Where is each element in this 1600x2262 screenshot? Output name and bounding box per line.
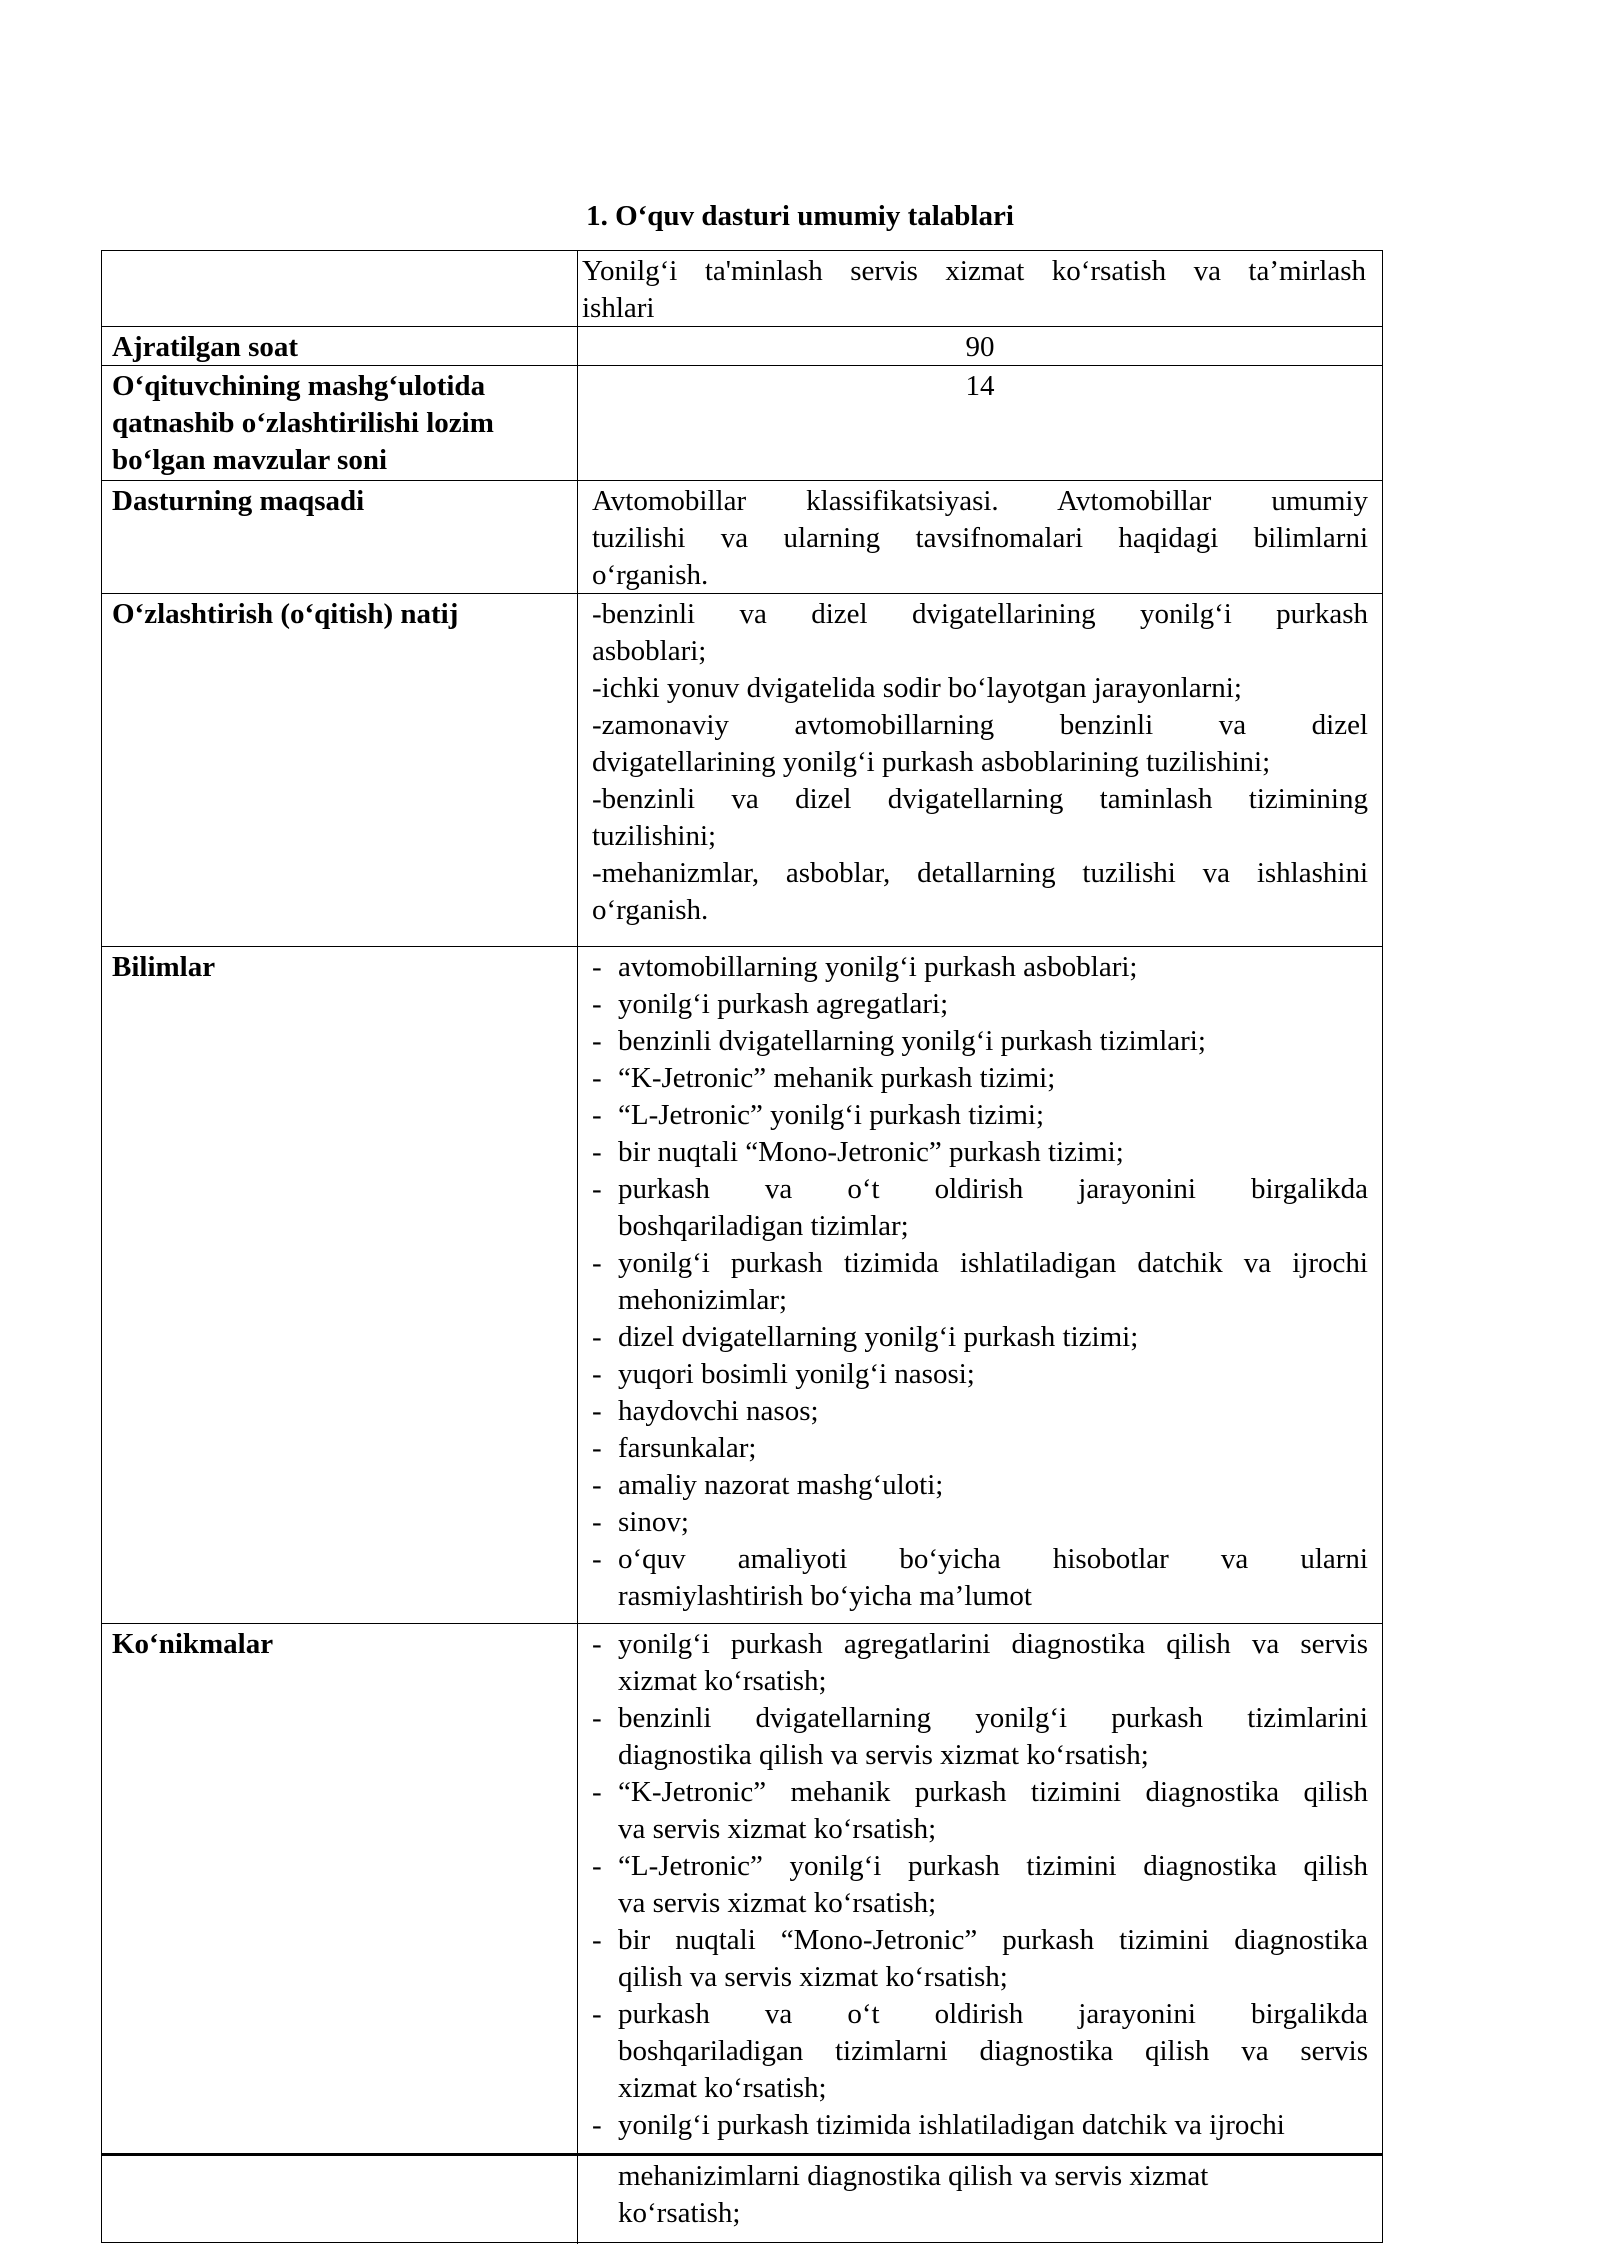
list-item xyxy=(592,1430,1368,1467)
list-item-text xyxy=(618,949,1368,986)
bullet-dash: - xyxy=(592,1062,602,1094)
list-item-line: “L-Jetronic” yonilg‘i purkash tizimi; xyxy=(618,1099,1045,1131)
cell-label-goal: Dasturning maqsadi xyxy=(102,481,578,593)
page-title: 1. O‘quv dasturi umumiy talablari xyxy=(586,200,1014,232)
bullet-dash: - xyxy=(592,1628,602,1660)
table-row-skills xyxy=(102,1623,1382,2153)
list-item-text xyxy=(618,1922,1368,1996)
list-item-line: purkash va o‘t oldirish jarayonini birgalikda xyxy=(618,1173,1368,1205)
bullet-dash: - xyxy=(592,1543,602,1575)
list-item-text xyxy=(618,1319,1368,1356)
list-item-text xyxy=(618,1541,1368,1615)
skills-list xyxy=(578,1624,1382,2153)
list-item-line: benzinli dvigatellarning yonilg‘i purkash tizimlari; xyxy=(618,1025,1206,1057)
label-line: O‘qituvchining mashg‘ulotida xyxy=(112,370,486,402)
list-item xyxy=(592,1356,1368,1393)
cell-results-value xyxy=(578,594,1382,946)
bullet-dash: - xyxy=(592,1395,602,1427)
list-item-text xyxy=(618,1097,1368,1134)
list-item-text xyxy=(618,1245,1368,1319)
list-item-line: yonilg‘i purkash agregatlarini diagnostika qilish va servis xyxy=(618,1628,1368,1660)
table-row-knowledge xyxy=(102,946,1382,1623)
list-item-text xyxy=(618,1430,1368,1467)
cell-continuation-value xyxy=(578,2156,1382,2244)
list-item-line: rasmiylashtirish bo‘yicha ma’lumot xyxy=(618,1580,1032,1612)
list-item-line: dizel dvigatellarning yonilg‘i purkash tizimi; xyxy=(618,1321,1139,1353)
list-item xyxy=(592,1134,1368,1171)
label-line: qatnashib o‘zlashtirilishi lozim xyxy=(112,407,494,439)
list-item-text xyxy=(618,1467,1368,1504)
results-line: -benzinli va dizel dvigatellarining yonilg‘i purkash xyxy=(592,598,1368,630)
bullet-dash: - xyxy=(592,1136,602,1168)
results-line: -benzinli va dizel dvigatellarning taminlash tizimining xyxy=(592,783,1368,815)
list-item-line: boshqariladigan tizimlar; xyxy=(618,1210,909,1242)
list-item-text xyxy=(618,986,1368,1023)
bullet-dash: - xyxy=(592,1850,602,1882)
list-item-line: haydovchi nasos; xyxy=(618,1395,819,1427)
cell-label-results: O‘zlashtirish (o‘qitish) natij xyxy=(102,594,578,946)
list-item-line: amaliy nazorat mashg‘uloti; xyxy=(618,1469,944,1501)
list-item-text xyxy=(618,1996,1368,2107)
results-line: -zamonaviy avtomobillarning benzinli va dizel xyxy=(592,709,1368,741)
list-item xyxy=(592,1504,1368,1541)
bullet-dash: - xyxy=(592,2109,602,2141)
cell-subject-value xyxy=(578,251,1382,326)
list-item xyxy=(592,1467,1368,1504)
list-item-line: o‘quv amaliyoti bo‘yicha hisobotlar va ularni xyxy=(618,1543,1368,1575)
bullet-dash: - xyxy=(592,1321,602,1353)
bullet-dash: - xyxy=(592,1358,602,1390)
list-item xyxy=(592,1171,1368,1245)
list-item-line: diagnostika qilish va servis xizmat ko‘rsatish; xyxy=(618,1739,1149,1771)
list-item-text xyxy=(618,1356,1368,1393)
list-item xyxy=(592,986,1368,1023)
list-item xyxy=(592,1996,1368,2107)
list-item-line: avtomobillarning yonilg‘i purkash asboblari; xyxy=(618,951,1138,983)
list-item xyxy=(592,1700,1368,1774)
list-item-line: va servis xizmat ko‘rsatish; xyxy=(618,1887,937,1919)
list-item-text xyxy=(618,1700,1368,1774)
list-item xyxy=(592,1922,1368,1996)
list-item-line: qilish va servis xizmat ko‘rsatish; xyxy=(618,1961,1008,1993)
table-row-hours xyxy=(102,326,1382,365)
list-item-line: yonilg‘i purkash agregatlari; xyxy=(618,988,949,1020)
cell-label-topics xyxy=(102,366,578,480)
results-line: -mehanizmlar, asboblar, detallarning tuzilishi va ishlashini xyxy=(592,857,1368,889)
list-item-line: yuqori bosimli yonilg‘i nasosi; xyxy=(618,1358,975,1390)
list-item-text xyxy=(618,1171,1368,1245)
list-item xyxy=(592,1097,1368,1134)
bullet-dash: - xyxy=(592,951,602,983)
bullet-dash: - xyxy=(592,1998,602,2030)
list-item xyxy=(592,1319,1368,1356)
table-row-results xyxy=(102,593,1382,946)
list-item-text xyxy=(618,2107,1368,2144)
bullet-dash: - xyxy=(592,1924,602,1956)
list-item-text xyxy=(618,1060,1368,1097)
cell-hours-value: 90 xyxy=(965,331,995,363)
requirements-table xyxy=(101,250,1383,2243)
list-item-line: yonilg‘i purkash tizimida ishlatiladigan datchik va ijrochi xyxy=(618,2109,1285,2141)
results-line: o‘rganish. xyxy=(592,894,709,926)
list-item-text xyxy=(618,1626,1368,1700)
bullet-dash: - xyxy=(592,1025,602,1057)
bullet-dash: - xyxy=(592,1247,602,1279)
list-item-line: xizmat ko‘rsatish; xyxy=(618,2072,827,2104)
subject-line: Yonilg‘i ta'minlash servis xizmat ko‘rsatish va ta’mirlash xyxy=(582,255,1366,287)
knowledge-list xyxy=(578,947,1382,1623)
cell-goal-value xyxy=(578,481,1382,593)
list-item-text xyxy=(618,1848,1368,1922)
goal-line: Avtomobillar klassifikatsiyasi. Avtomobillar umumiy xyxy=(592,485,1368,517)
bullet-dash: - xyxy=(592,1702,602,1734)
subject-line: ishlari xyxy=(582,292,655,324)
list-item-text xyxy=(618,1393,1368,1430)
bullet-dash: - xyxy=(592,988,602,1020)
results-line: tuzilishini; xyxy=(592,820,717,852)
list-item-line: benzinli dvigatellarning yonilg‘i purkash tizimlarini xyxy=(618,1702,1368,1734)
list-item-line: va servis xizmat ko‘rsatish; xyxy=(618,1813,937,1845)
results-line: asboblari; xyxy=(592,635,707,667)
list-item-line: “K-Jetronic” mehanik purkash tizimini diagnostika qilish xyxy=(618,1776,1368,1808)
list-item-line: farsunkalar; xyxy=(618,1432,757,1464)
list-item-line: “L-Jetronic” yonilg‘i purkash tizimini diagnostika qilish xyxy=(618,1850,1368,1882)
cell-label-empty xyxy=(102,251,578,326)
cell-label-hours: Ajratilgan soat xyxy=(102,327,578,365)
table-row-goal xyxy=(102,480,1382,593)
list-item xyxy=(592,1393,1368,1430)
results-line: -ichki yonuv dvigatelida sodir bo‘layotgan jarayonlarni; xyxy=(592,672,1242,704)
list-item-line: sinov; xyxy=(618,1506,689,1538)
continuation-line: ko‘rsatish; xyxy=(618,2197,741,2229)
list-item xyxy=(592,1774,1368,1848)
cell-label-empty xyxy=(102,2156,578,2244)
bullet-dash: - xyxy=(592,1173,602,1205)
list-item xyxy=(592,1023,1368,1060)
bullet-dash: - xyxy=(592,1432,602,1464)
results-line: dvigatellarining yonilg‘i purkash asboblarining tuzilishini; xyxy=(592,746,1271,778)
cell-label-knowledge: Bilimlar xyxy=(102,947,578,1623)
list-item-line: xizmat ko‘rsatish; xyxy=(618,1665,827,1697)
list-item-line: purkash va o‘t oldirish jarayonini birgalikda xyxy=(618,1998,1368,2030)
list-item xyxy=(592,1541,1368,1615)
bullet-dash: - xyxy=(592,1776,602,1808)
list-item xyxy=(592,1626,1368,1700)
label-line: bo‘lgan mavzular soni xyxy=(112,444,388,476)
list-item-text xyxy=(618,1504,1368,1541)
list-item-line: mehonizimlar; xyxy=(618,1284,788,1316)
list-item xyxy=(592,2107,1368,2144)
list-item xyxy=(592,1060,1368,1097)
list-item-line: bir nuqtali “Mono-Jetronic” purkash tizimini diagnostika xyxy=(618,1924,1368,1956)
list-item-text xyxy=(618,1134,1368,1171)
table-row-continuation xyxy=(102,2153,1382,2244)
cell-label-skills: Ko‘nikmalar xyxy=(102,1624,578,2153)
goal-line: tuzilishi va ularning tavsifnomalari haqidagi bilimlarni xyxy=(592,522,1368,554)
goal-line: o‘rganish. xyxy=(592,559,709,591)
list-item-line: bir nuqtali “Mono-Jetronic” purkash tizimi; xyxy=(618,1136,1124,1168)
list-item-text xyxy=(618,1774,1368,1848)
bullet-dash: - xyxy=(592,1506,602,1538)
table-row-topics xyxy=(102,365,1382,480)
continuation-line: mehanizimlarni diagnostika qilish va servis xizmat xyxy=(618,2160,1209,2192)
list-item xyxy=(592,949,1368,986)
table-row-subject xyxy=(102,251,1382,326)
cell-topics-value: 14 xyxy=(965,370,995,402)
list-item xyxy=(592,1848,1368,1922)
list-item-line: yonilg‘i purkash tizimida ishlatiladigan datchik va ijrochi xyxy=(618,1247,1368,1279)
list-item-line: boshqariladigan tizimlarni diagnostika qilish va servis xyxy=(618,2035,1368,2067)
list-item-text xyxy=(618,1023,1368,1060)
bullet-dash: - xyxy=(592,1099,602,1131)
list-item-line: “K-Jetronic” mehanik purkash tizimi; xyxy=(618,1062,1056,1094)
list-item xyxy=(592,1245,1368,1319)
bullet-dash: - xyxy=(592,1469,602,1501)
